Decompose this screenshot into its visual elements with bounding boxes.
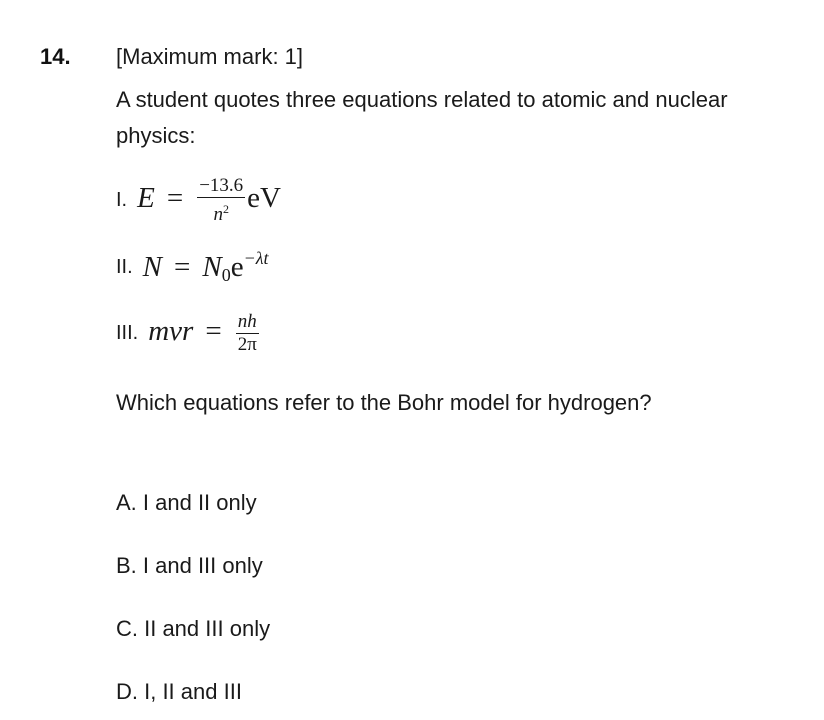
equation-3-lhs: mvr: [148, 315, 194, 348]
equation-2: [116, 248, 269, 286]
equation-2-lhs: N: [142, 251, 163, 283]
equation-1-lhs: E: [137, 182, 155, 215]
equation-1-label: I.: [116, 189, 128, 211]
question-number: 14.: [40, 44, 71, 69]
option-d[interactable]: D. I, II and III: [116, 679, 242, 704]
equation-1-denominator-exp: 2: [222, 202, 229, 216]
question-prompt: Which equations refer to the Bohr model for hydrogen?: [116, 390, 652, 415]
equation-2-label: II.: [116, 255, 133, 278]
equation-3: [116, 312, 261, 355]
equation-1: [116, 176, 281, 225]
equation-1-fraction: [197, 176, 245, 225]
option-b[interactable]: B. I and III only: [116, 553, 263, 578]
equation-3-equals: =: [205, 315, 222, 348]
maximum-mark: [Maximum mark: 1]: [116, 44, 304, 69]
equation-1-equals: =: [166, 182, 184, 215]
equation-3-numerator: nh: [237, 311, 257, 332]
equation-1-numerator: −13.6: [199, 175, 244, 196]
equation-2-exponent: −λt: [243, 248, 269, 268]
equation-2-equals: =: [174, 251, 191, 283]
equation-1-denominator-var: n: [213, 204, 223, 225]
question-stem: A student quotes three equations related to atomic and nuclear physics:: [116, 87, 728, 148]
equation-3-denominator: 2π: [237, 334, 257, 355]
option-a[interactable]: A. I and II only: [116, 490, 257, 515]
equation-3-label: III.: [116, 322, 139, 344]
equation-2-e: e: [230, 251, 244, 283]
option-c[interactable]: C. II and III only: [116, 616, 271, 641]
equation-2-subscript: 0: [221, 265, 231, 285]
equation-3-fraction: [236, 312, 259, 355]
equation-2-base: N: [202, 251, 222, 283]
equation-1-unit: eV: [247, 182, 281, 215]
